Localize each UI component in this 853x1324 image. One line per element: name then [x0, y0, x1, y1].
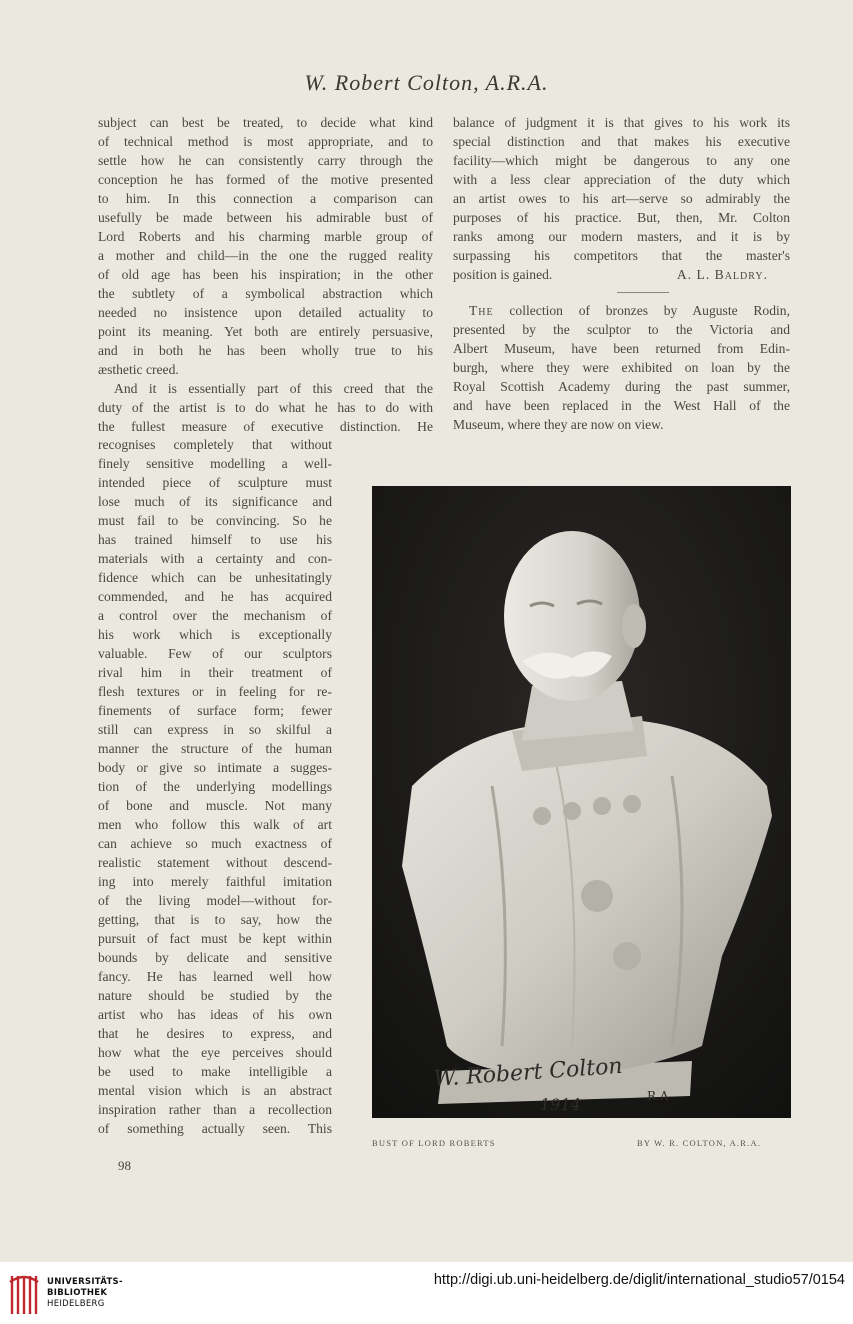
page-number: 98: [118, 1158, 131, 1173]
text-line: be used to make intelligible a: [98, 1064, 332, 1079]
library-name-line: BIBLIOTHEK: [47, 1288, 108, 1298]
text-line: settle how he can consistently carry through the: [98, 153, 433, 168]
text-line: lose much of its significance and: [98, 494, 332, 509]
text-line: with a less clear appreciation of the duty which: [453, 172, 790, 187]
narrow-column: [98, 435, 332, 1138]
text-line: of bone and muscle. Not many: [98, 798, 332, 813]
text-line: a control over the mechanism of: [98, 608, 332, 623]
bust-inscription: W. Robert Colton: [432, 1053, 624, 1092]
text-line: to him. In this connection a comparison can: [98, 191, 433, 206]
text-line: body or give so intimate a sugges-: [98, 760, 332, 775]
page-title: W. Robert Colton, A.R.A.: [304, 70, 549, 95]
text-line: mental vision which is an abstract: [98, 1083, 332, 1098]
text-line: of something actually seen. This: [98, 1121, 332, 1136]
text-line: finely sensitive modelling a well-: [98, 456, 332, 471]
text-line: Albert Museum, have been returned from Edin-: [453, 341, 790, 356]
text-line: commended, and he has acquired: [98, 589, 332, 604]
text-line: and have been replaced in the West Hall of the: [453, 398, 790, 413]
text-line: how what the eye perceives should: [98, 1045, 332, 1060]
text-line: has trained himself to use his: [98, 532, 332, 547]
text-line: Lord Roberts and his charming marble group of: [98, 229, 433, 244]
text-line: needed no insistence upon detailed actuality to: [98, 305, 433, 320]
text-line: manner the structure of the human: [98, 741, 332, 756]
text-line: special distinction and that makes his executive: [453, 134, 790, 149]
section-divider: [617, 292, 669, 293]
text-line: of the living model—without for-: [98, 893, 332, 908]
left-column: [98, 113, 433, 436]
text-line: materials with a certainty and con-: [98, 551, 332, 566]
library-name-line: HEIDELBERG: [47, 1299, 105, 1309]
text-line: tion of the underlying modellings: [98, 779, 332, 794]
bust-year: 1914: [540, 1095, 581, 1114]
bust-photograph: [372, 486, 791, 1118]
text-line: a mother and child—in the one the rugged reality: [98, 248, 433, 263]
library-name: [47, 1277, 123, 1310]
text-line: [453, 301, 790, 320]
text-line: surpassing his competitors that the master's: [453, 248, 790, 263]
text-line: conception he has formed of the motive presented: [98, 172, 433, 187]
text-line: recognises completely that without: [98, 437, 332, 452]
figure-caption-right: BY W. R. COLTON, A.R.A.: [637, 1138, 762, 1148]
text-line: getting, that is to say, how the: [98, 912, 332, 927]
text-line: realistic statement without descend-: [98, 855, 332, 870]
drop-lead: The: [469, 303, 494, 318]
text-line: inspiration rather than a recollection: [98, 1102, 332, 1117]
text-line: and in both he has been wholly true to his: [98, 343, 433, 358]
text-line: bounds by delicate and sensitive: [98, 950, 332, 965]
text-line: fancy. He has learned well how: [98, 969, 332, 984]
text-fragment: collection of bronzes by Auguste Rodin,: [493, 303, 790, 318]
text-line: rival him in their treatment of: [98, 665, 332, 680]
text-line: can achieve so much exactness of: [98, 836, 332, 851]
text-line: ranks among our modern masters, and it is by: [453, 229, 790, 244]
text-line: the fullest measure of executive distinction. He: [98, 419, 433, 434]
text-line: facility—which might be dangerous to any one: [453, 153, 790, 168]
text-line: finements of surface form; fewer: [98, 703, 332, 718]
signature-line: [453, 265, 790, 284]
text-line: of technical method is most appropriate, and to: [98, 134, 433, 149]
library-logo-icon: [8, 1270, 40, 1318]
text-line: the subtlety of a symbolical abstraction which: [98, 286, 433, 301]
text-line: subject can best be treated, to decide what kind: [98, 115, 433, 130]
text-line: must fail to be convincing. So he: [98, 513, 332, 528]
text-line: valuable. Few of our sculptors: [98, 646, 332, 661]
text-line: usefully be made between his admirable bust of: [98, 210, 433, 225]
text-line: burgh, where they were exhibited on loan by the: [453, 360, 790, 375]
text-line: ing into merely faithful imitation: [98, 874, 332, 889]
text-line: pursuit of fact must be kept within: [98, 931, 332, 946]
text-line: still can express in so skilful a: [98, 722, 332, 737]
text-line: that he desires to express, and: [98, 1026, 332, 1041]
text-line: Museum, where they are now on view.: [453, 417, 664, 432]
bust-inscription-suffix: R.A: [647, 1089, 669, 1103]
text-line: nature should be studied by the: [98, 988, 332, 1003]
source-url-link[interactable]: http://digi.ub.uni-heidelberg.de/diglit/international_studio57/0154: [433, 1272, 845, 1288]
text-line: point its meaning. Yet both are entirely persuasive,: [98, 324, 433, 339]
text-line: intended piece of sculpture must: [98, 475, 332, 490]
author-signature: A. L. Baldry.: [676, 267, 768, 282]
text-line: his work which is exceptionally: [98, 627, 332, 642]
text-line: position is gained.: [453, 267, 553, 282]
library-footer: [0, 1262, 853, 1324]
text-line: flesh textures or in feeling for re-: [98, 684, 332, 699]
text-line: men who follow this walk of art: [98, 817, 332, 832]
text-line: presented by the sculptor to the Victoria and: [453, 322, 790, 337]
text-line: duty of the artist is to do what he has to do with: [98, 400, 433, 415]
text-line: of old age has been his inspiration; in the other: [98, 267, 433, 282]
figure-caption-left: BUST OF LORD ROBERTS: [372, 1138, 496, 1148]
text-line: artist who has ideas of his own: [98, 1007, 332, 1022]
text-line: an artist owes to his art—serve so admirably the: [453, 191, 790, 206]
text-line: And it is essentially part of this creed that the: [114, 381, 433, 396]
text-line: Royal Scottish Academy during the past summer,: [453, 379, 790, 394]
right-column: [453, 113, 790, 434]
text-line: purposes of his practice. But, then, Mr. Colton: [453, 210, 790, 225]
text-line: balance of judgment it is that gives to his work its: [453, 115, 790, 130]
library-name-line: UNIVERSITÄTS-: [47, 1277, 123, 1287]
text-line: æsthetic creed.: [98, 362, 179, 377]
text-line: fidence which can be unhesitatingly: [98, 570, 332, 585]
